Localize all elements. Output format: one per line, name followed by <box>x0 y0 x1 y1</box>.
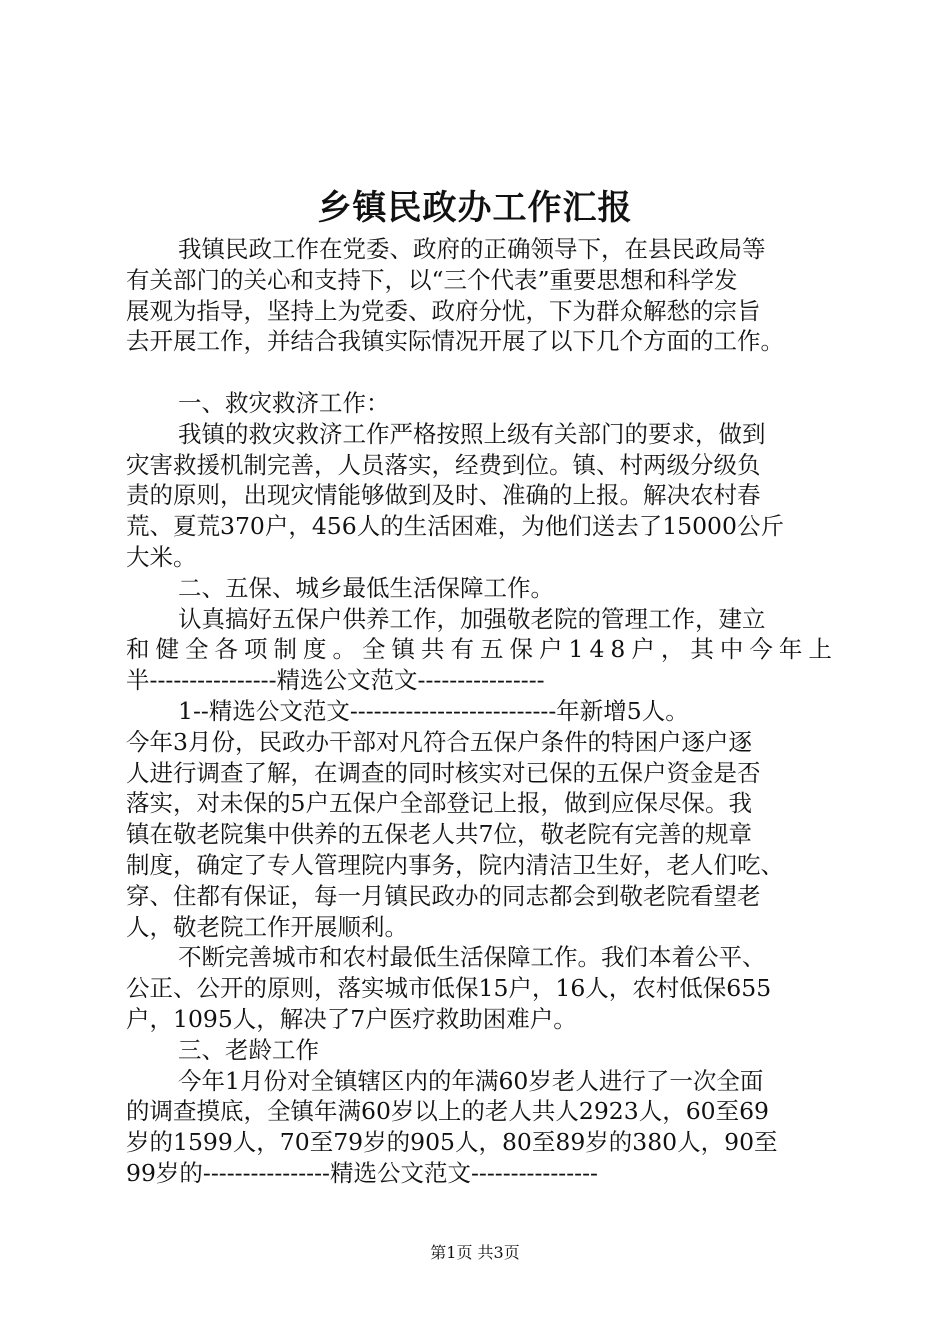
paragraph-line: 我镇的救灾救济工作严格按照上级有关部门的要求，做到 <box>178 419 766 448</box>
paragraph-line: 半----------------精选公文范文---------------- <box>126 666 545 695</box>
paragraph-line: 人，敬老院工作开展顺利。 <box>126 912 408 941</box>
document-body <box>126 234 838 1189</box>
paragraph-line: 今年3月份，民政办干部对凡符合五保户条件的特困户逐户逐 <box>126 727 752 756</box>
paragraph-line: 展观为指导，坚持上为党委、政府分忧，下为群众解愁的宗旨 <box>126 296 761 325</box>
paragraph-line: 荒、夏荒370户，456人的生活困难，为他们送去了15000公斤 <box>126 512 784 541</box>
section-heading: 三、老龄工作 <box>178 1035 319 1064</box>
paragraph-line: 今年1月份对全镇辖区内的年满60岁老人进行了一次全面 <box>178 1066 764 1095</box>
page-footer: 第1页 共3页 <box>430 1243 520 1262</box>
paragraph-line: 穿、住都有保证，每一月镇民政办的同志都会到敬老院看望老 <box>126 881 761 910</box>
paragraph-line: 去开展工作，并结合我镇实际情况开展了以下几个方面的工作。 <box>126 327 784 356</box>
paragraph-line: 落实，对未保的5户五保户全部登记上报，做到应保尽保。我 <box>126 789 752 818</box>
section-heading: 二、五保、城乡最低生活保障工作。 <box>178 573 554 602</box>
paragraph-line: 人进行调查了解，在调查的同时核实对已保的五保户资金是否 <box>126 758 761 787</box>
paragraph-line: 认真搞好五保户供养工作，加强敬老院的管理工作，建立 <box>178 604 766 633</box>
paragraph-line: 1--精选公文范文--------------------------年新增5人。 <box>178 696 689 725</box>
paragraph-line: 不断完善城市和农村最低生活保障工作。我们本着公平、 <box>178 943 766 972</box>
document-title: 乡镇民政办工作汇报 <box>317 188 633 228</box>
paragraph-line: 的调查摸底，全镇年满60岁以上的老人共人2923人，60至69 <box>126 1097 770 1126</box>
paragraph-line: 镇在敬老院集中供养的五保老人共7位，敬老院有完善的规章 <box>126 820 752 849</box>
paragraph-line: 大米。 <box>126 542 197 571</box>
section-heading: 一、救灾救济工作： <box>178 388 390 417</box>
paragraph-line: 户，1095人，解决了7户医疗救助困难户。 <box>126 1004 577 1033</box>
paragraph-line: 我镇民政工作在党委、政府的正确领导下，在县民政局等 <box>178 235 766 263</box>
blank-line <box>126 357 838 388</box>
paragraph-line: 99岁的----------------精选公文范文---------------- <box>126 1158 598 1187</box>
paragraph-line: 有关部门的关心和支持下，以“三个代表”重要思想和科学发 <box>126 265 738 294</box>
paragraph-line: 制度，确定了专人管理院内事务，院内清洁卫生好，老人们吃、 <box>126 850 784 879</box>
paragraph-line: 和健全各项制度。全镇共有五保户148户，其中今年上 <box>126 635 838 664</box>
paragraph-line: 灾害救援机制完善，人员落实，经费到位。镇、村两级分级负 <box>126 450 761 479</box>
paragraph-line: 责的原则，出现灾情能够做到及时、准确的上报。解决农村春 <box>126 481 761 510</box>
paragraph-line: 岁的1599人，70至79岁的905人，80至89岁的380人，90至 <box>126 1128 778 1157</box>
paragraph-line: 公正、公开的原则，落实城市低保15户，16人，农村低保655 <box>126 974 772 1003</box>
